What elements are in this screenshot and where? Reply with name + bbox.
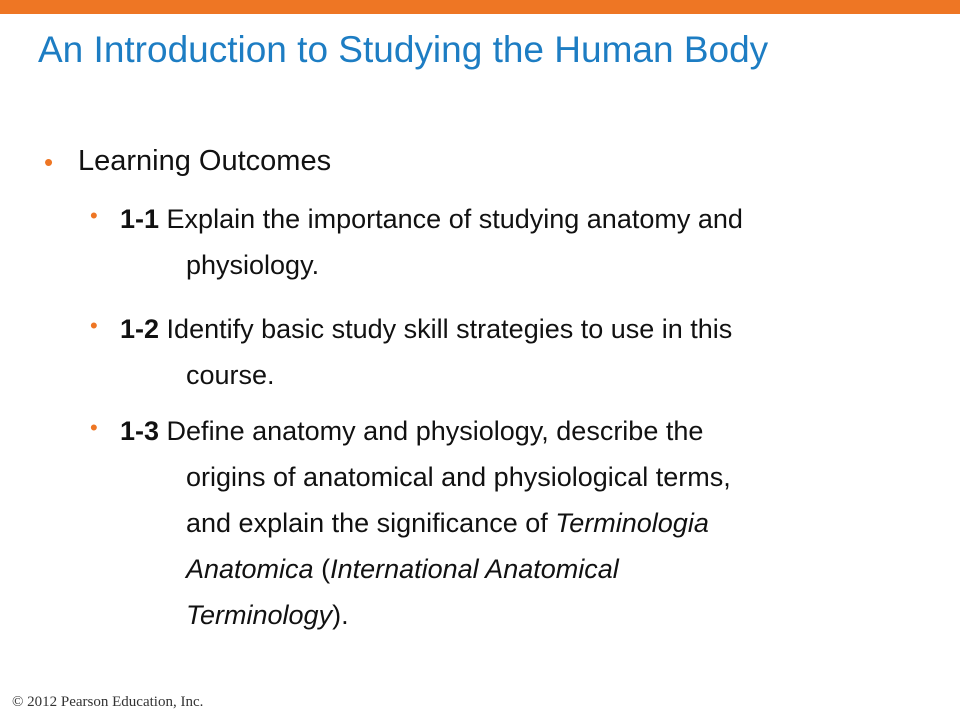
outcome-text: Explain the importance of studying anatomy and	[166, 204, 743, 234]
outcome-line	[120, 408, 703, 454]
outcome-bullet: •	[90, 415, 98, 440]
outcome-bullet: •	[90, 203, 98, 228]
outcome-text-continued: physiology.	[186, 250, 320, 280]
outcome-text-plain: (	[313, 554, 331, 584]
outcome-text-italic: Anatomica	[186, 554, 314, 584]
top-accent-bar	[0, 0, 960, 14]
outcome-bullet: •	[90, 313, 98, 338]
outcome-text: Define anatomy and physiology, describe the	[166, 416, 704, 446]
outcome-number: 1-1	[120, 204, 160, 234]
slide-title: An Introduction to Studying the Human Body	[38, 29, 769, 70]
outcome-text-plain: and explain the significance of	[186, 508, 556, 538]
learning-outcomes-heading: Learning Outcomes	[78, 145, 332, 177]
outcome-text-italic: International Anatomical	[330, 554, 619, 584]
outcome-number: 1-2	[120, 314, 160, 344]
outcome-text-continued: origins of anatomical and physiological terms,	[186, 462, 731, 492]
heading-bullet: •	[44, 147, 54, 177]
copyright-footer: © 2012 Pearson Education, Inc.	[12, 694, 204, 710]
outcome-text-continued	[186, 500, 709, 546]
outcome-text-continued	[186, 546, 619, 592]
outcome-text-plain: ).	[332, 600, 349, 630]
outcome-text-continued	[186, 592, 349, 638]
outcome-number: 1-3	[120, 416, 160, 446]
outcome-text-italic: Terminologia	[555, 508, 709, 538]
outcome-line	[120, 306, 732, 352]
outcome-text-italic: Terminology	[186, 600, 333, 630]
outcome-text: Identify basic study skill strategies to use in this	[166, 314, 733, 344]
outcome-text-continued: course.	[186, 360, 275, 390]
outcome-line	[120, 196, 743, 242]
